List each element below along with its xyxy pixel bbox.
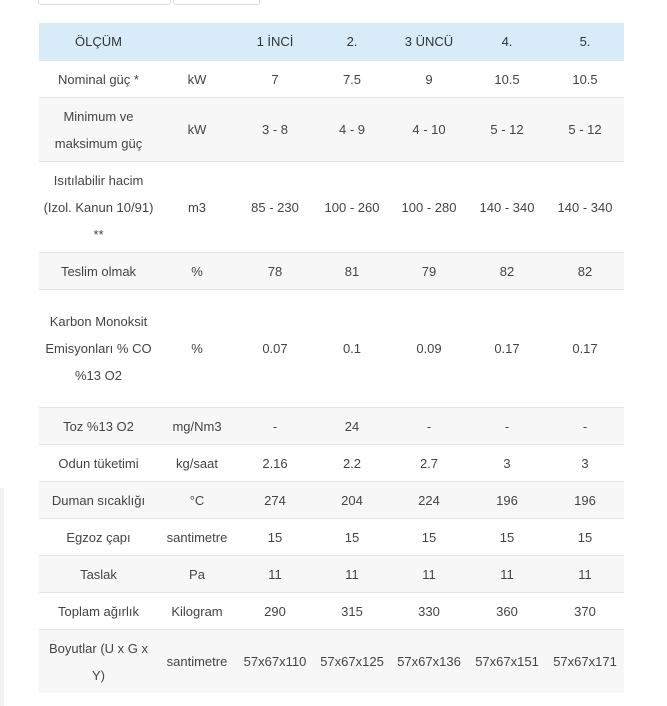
- spec-table: [39, 23, 624, 693]
- row-value: 2.2: [314, 445, 390, 482]
- row-value: 100 - 280: [390, 162, 468, 253]
- row-value: 82: [546, 253, 624, 290]
- header-label: ÖLÇÜM: [39, 23, 158, 61]
- header-model-1: 1 İNCİ: [236, 23, 314, 61]
- row-value: 78: [236, 253, 314, 290]
- row-unit: santimetre: [158, 519, 236, 556]
- row-value: 24: [314, 408, 390, 445]
- row-label: Teslim olmak: [39, 253, 158, 290]
- row-label: Isıtılabilir hacim (Izol. Kanun 10/91) **: [39, 162, 158, 253]
- row-value: 57x67x136: [390, 630, 468, 694]
- header-unit: [158, 23, 236, 61]
- row-label: Duman sıcaklığı: [39, 482, 158, 519]
- top-controls: [38, 0, 260, 6]
- row-value: 11: [546, 556, 624, 593]
- row-value: 57x67x151: [468, 630, 546, 694]
- row-label: Minimum ve maksimum güç: [39, 98, 158, 162]
- row-value: 360: [468, 593, 546, 630]
- table-row: [39, 519, 624, 556]
- row-value: 196: [468, 482, 546, 519]
- row-label: Karbon Monoksit Emisyonları % CO %13 O2: [39, 290, 158, 408]
- row-value: -: [236, 408, 314, 445]
- header-model-5: 5.: [546, 23, 624, 61]
- row-unit: Kilogram: [158, 593, 236, 630]
- row-value: 11: [390, 556, 468, 593]
- row-value: 0.1: [314, 290, 390, 408]
- row-value: 2.16: [236, 445, 314, 482]
- row-value: 15: [236, 519, 314, 556]
- row-value: 15: [314, 519, 390, 556]
- row-label: Odun tüketimi: [39, 445, 158, 482]
- row-value: 370: [546, 593, 624, 630]
- row-value: 11: [468, 556, 546, 593]
- row-value: 5 - 12: [546, 98, 624, 162]
- row-value: 140 - 340: [468, 162, 546, 253]
- row-unit: m3: [158, 162, 236, 253]
- row-value: 10.5: [546, 61, 624, 98]
- table-row: [39, 445, 624, 482]
- row-value: 3: [468, 445, 546, 482]
- row-value: 4 - 10: [390, 98, 468, 162]
- left-edge-panel: [0, 488, 4, 706]
- row-value: 57x67x110: [236, 630, 314, 694]
- row-label: Boyutlar (U x G x Y): [39, 630, 158, 694]
- row-value: 224: [390, 482, 468, 519]
- row-value: 330: [390, 593, 468, 630]
- table-row: [39, 162, 624, 253]
- row-value: 100 - 260: [314, 162, 390, 253]
- row-unit: kg/saat: [158, 445, 236, 482]
- row-value: 81: [314, 253, 390, 290]
- row-value: 57x67x171: [546, 630, 624, 694]
- row-value: 140 - 340: [546, 162, 624, 253]
- table-row: [39, 482, 624, 519]
- row-value: 4 - 9: [314, 98, 390, 162]
- header-model-2: 2.: [314, 23, 390, 61]
- table-row: [39, 253, 624, 290]
- row-value: 7.5: [314, 61, 390, 98]
- row-unit: %: [158, 253, 236, 290]
- row-value: 7: [236, 61, 314, 98]
- table-row: [39, 98, 624, 162]
- table-row: [39, 290, 624, 408]
- row-value: -: [468, 408, 546, 445]
- row-value: 0.07: [236, 290, 314, 408]
- row-value: 196: [546, 482, 624, 519]
- row-value: 3: [546, 445, 624, 482]
- row-value: 15: [546, 519, 624, 556]
- row-label: Nominal güç *: [39, 61, 158, 98]
- row-label: Toz %13 O2: [39, 408, 158, 445]
- row-value: 5 - 12: [468, 98, 546, 162]
- row-unit: mg/Nm3: [158, 408, 236, 445]
- row-value: 0.17: [546, 290, 624, 408]
- row-value: 274: [236, 482, 314, 519]
- row-value: -: [390, 408, 468, 445]
- top-select-left[interactable]: [38, 0, 171, 5]
- row-value: -: [546, 408, 624, 445]
- table-row: [39, 630, 624, 694]
- row-label: Toplam ağırlık: [39, 593, 158, 630]
- row-unit: Pa: [158, 556, 236, 593]
- row-value: 315: [314, 593, 390, 630]
- header-model-3: 3 ÜNCÜ: [390, 23, 468, 61]
- row-value: 290: [236, 593, 314, 630]
- row-unit: °C: [158, 482, 236, 519]
- table-header-row: [39, 23, 624, 61]
- row-value: 10.5: [468, 61, 546, 98]
- row-unit: %: [158, 290, 236, 408]
- row-value: 82: [468, 253, 546, 290]
- row-value: 85 - 230: [236, 162, 314, 253]
- row-unit: kW: [158, 61, 236, 98]
- table-row: [39, 408, 624, 445]
- row-unit: santimetre: [158, 630, 236, 694]
- row-label: Egzoz çapı: [39, 519, 158, 556]
- row-value: 204: [314, 482, 390, 519]
- row-value: 11: [236, 556, 314, 593]
- row-value: 9: [390, 61, 468, 98]
- row-value: 11: [314, 556, 390, 593]
- table-row: [39, 593, 624, 630]
- table-row: [39, 556, 624, 593]
- row-value: 15: [468, 519, 546, 556]
- row-label: Taslak: [39, 556, 158, 593]
- row-value: 2.7: [390, 445, 468, 482]
- table-row: [39, 61, 624, 98]
- header-model-4: 4.: [468, 23, 546, 61]
- row-value: 0.17: [468, 290, 546, 408]
- row-value: 15: [390, 519, 468, 556]
- row-value: 3 - 8: [236, 98, 314, 162]
- top-select-right[interactable]: [173, 0, 260, 5]
- row-unit: kW: [158, 98, 236, 162]
- row-value: 57x67x125: [314, 630, 390, 694]
- row-value: 79: [390, 253, 468, 290]
- row-value: 0.09: [390, 290, 468, 408]
